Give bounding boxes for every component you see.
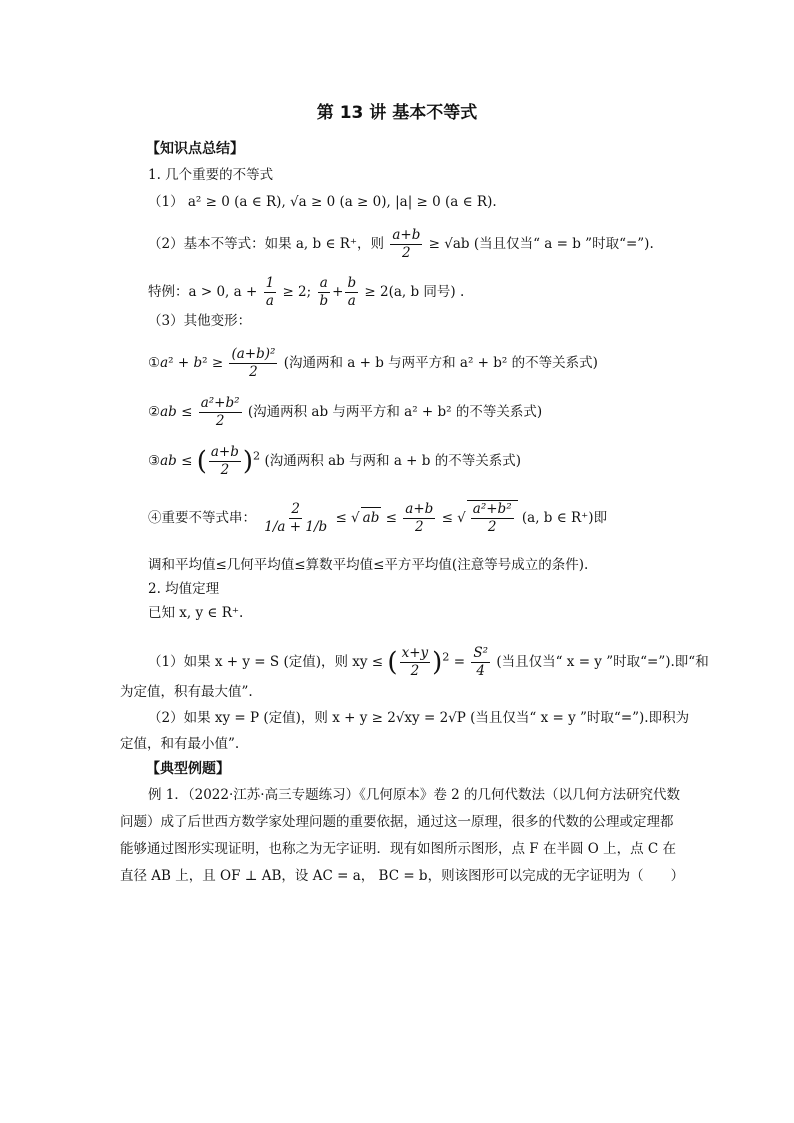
line-inequality-1: （1） a² ≥ 0 (a ∈ R), √a ≥ 0 (a ≥ 0), |a| ≥ 0 (a ∈ R). — [148, 194, 497, 210]
example-1-text: 例 1．（2022·江苏·高三专题练习）《几何原本》卷 2 的几何代数法（以几何方法研究代数问题）成了后世西方数学家处理问题的重要依据，通过这一原理，很多的代数的公理或定理都能够通过图形实现证明，也称之为无字证明．现有如图所示图形，点 F 在半圆 O 上，点 C 在直径 AB 上，且 OF ⊥ AB，设 AC = a， BC = b，则该图形可以完成的无字证明为（ ） — [120, 787, 685, 884]
section-examples: 【典型例题】 — [146, 761, 230, 777]
line-variant-1: ①a² + b² ≥ $\frac{\text{(a+b)²}}{2}$ (沟通两和 a + b 与两平方和 a² + b² 的不等关系式) — [148, 346, 598, 380]
line-special-case: 特例：a > 0, a + $\frac{1}{a}$ ≥ 2; $\frac{a}{b}$ + $\frac{b}{a}$ ≥ 2(a, b 同号) . — [148, 275, 465, 309]
page-title: 第 13 讲 基本不等式 — [316, 103, 478, 123]
line-theorem-1-cont: 为定值，积有最大值”. — [120, 684, 253, 700]
line-mean-order: 调和平均值≤几何平均值≤算数平均值≤平方平均值(注意等号成立的条件). — [148, 557, 589, 573]
line-inequality-chain: ④重要不等式串： $\frac{2}{1/a + 1/b}$ ≤ √ ab ≤ $\frac{a+b}{2}$ ≤ √ $\frac{\text{a²+b²}}{2}$ (a, b ∈ R⁺)即 — [148, 501, 608, 535]
fraction-a-plus-b-over-2: $\frac{a+b}{2}$ — [392, 227, 421, 261]
line-variant-2: ②ab ≤ $\frac{\text{a²+b²}}{2}$ (沟通两积 ab 与两平方和 a² + b² 的不等关系式) — [148, 395, 543, 429]
line-theorem-1: （1）如果 x + y = S (定值)，则 xy ≤ ( $\frac{x+y}{2}$ )$^2$ = $\frac{\text{S²}}{4}$ (当且仅当“ x = y ”时取“=”).即“和 — [148, 645, 709, 679]
line-important-inequalities: 1. 几个重要的不等式 — [148, 167, 274, 183]
line-theorem-2-cont: 定值，和有最小值”. — [120, 736, 240, 752]
line-basic-inequality: （2）基本不等式：如果 a, b ∈ R⁺，则 $\frac{a+b}{2}$ ≥ √ab (当且仅当“ a = b ”时取“=”). — [148, 227, 654, 261]
line-other-variants: （3）其他变形： — [148, 313, 252, 329]
line-mean-theorem: 2. 均值定理 — [148, 581, 220, 597]
line-variant-3: ③ab ≤ ( $\frac{a+b}{2}$ )$^2$ (沟通两积 ab 与两和 a + b 的不等关系式) — [148, 444, 521, 478]
line-theorem-2: （2）如果 xy = P (定值)，则 x + y ≥ 2√xy = 2√P (当且仅当“ x = y ”时取“=”).即积为 — [148, 710, 690, 726]
line-given-xy: 已知 x, y ∈ R⁺. — [148, 605, 244, 621]
section-knowledge: 【知识点总结】 — [146, 141, 244, 157]
